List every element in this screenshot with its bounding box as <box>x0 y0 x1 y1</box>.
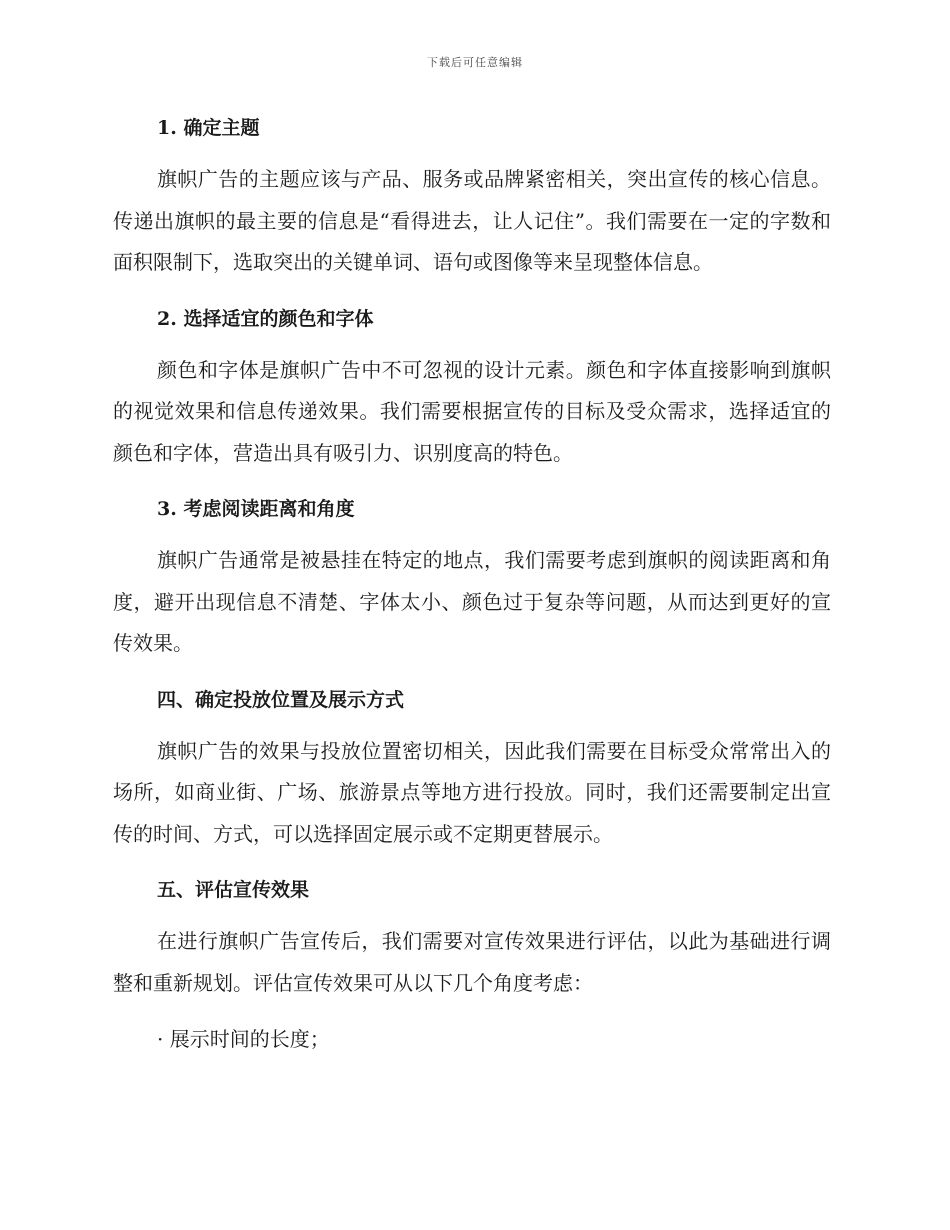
section-heading: 1. 确定主题 <box>157 117 260 139</box>
section-paragraph: 旗帜广告通常是被悬挂在特定的地点，我们需要考虑到旗帜的阅读距离和角度，避开出现信息不清楚、字体太小、颜色过于复杂等问题，从而达到更好的宣传效果。 <box>113 548 831 655</box>
page-header-note: 下载后可任意编辑 <box>427 56 523 69</box>
section-paragraph: 颜色和字体是旗帜广告中不可忽视的设计元素。颜色和字体直接影响到旗帜的视觉效果和信息传递效果。我们需要根据宣传的目标及受众需求，选择适宜的颜色和字体，营造出具有吸引力、识别度高的特色。 <box>113 357 831 465</box>
section-paragraph: 旗帜广告的效果与投放位置密切相关，因此我们需要在目标受众常常出入的场所，如商业街、广场、旅游景点等地方进行投放。同时，我们还需要制定出宣传的时间、方式，可以选择固定展示或不定期更替展示。 <box>113 738 831 846</box>
section-heading: 2. 选择适宜的颜色和字体 <box>157 307 374 330</box>
bullet-item: · 展示时间的长度； <box>157 1027 330 1051</box>
section-heading: 3. 考虑阅读距离和角度 <box>157 498 355 520</box>
section-heading: 四、确定投放位置及展示方式 <box>157 688 405 711</box>
section-heading: 五、评估宣传效果 <box>157 879 310 901</box>
document-body <box>113 108 831 1061</box>
section-paragraph: 在进行旗帜广告宣传后，我们需要对宣传效果进行评估，以此为基础进行调整和重新规划。评估宣传效果可从以下几个角度考虑： <box>113 929 831 995</box>
section-paragraph: 旗帜广告的主题应该与产品、服务或品牌紧密相关，突出宣传的核心信息。传递出旗帜的最主要的信息是“看得进去，让人记住”。我们需要在一定的字数和面积限制下，选取突出的关键单词、语句或图像等来呈现整体信息。 <box>113 167 831 274</box>
